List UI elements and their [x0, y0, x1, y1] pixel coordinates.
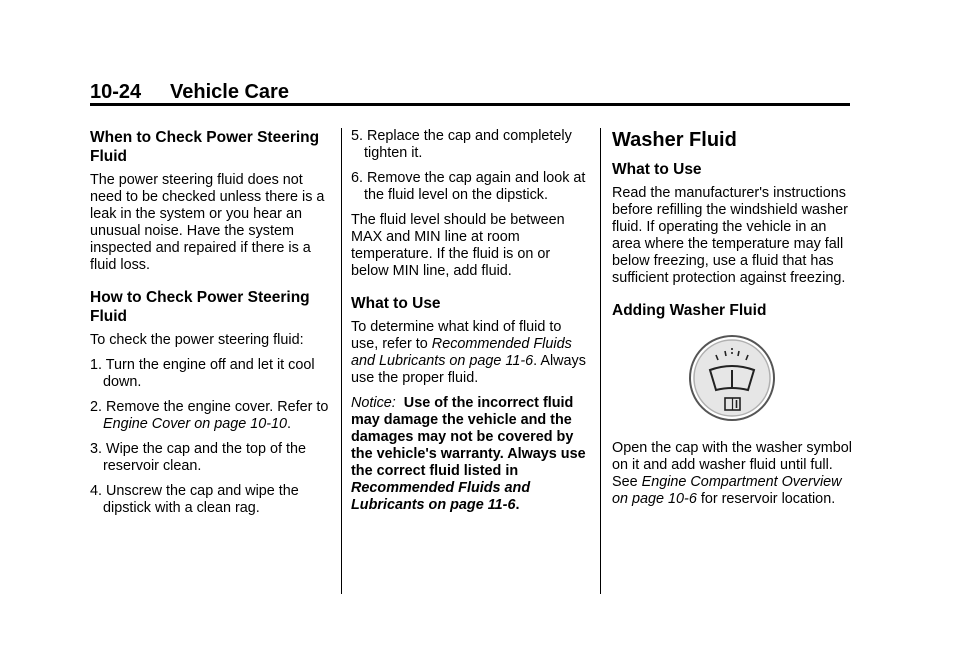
column-divider-2 [600, 128, 601, 594]
step-text: Wipe the cap and the top of the reservoir clean. [103, 441, 307, 474]
text: . Always use the proper fluid. [351, 353, 586, 386]
cross-reference-link[interactable]: Engine Compartment Overview on page 10-6 [612, 474, 842, 507]
heading-what-to-use-washer: What to Use [612, 161, 702, 178]
step-1 [90, 357, 335, 391]
cross-reference-link[interactable]: Recommended Fluids and Lubricants on page 11-6 [351, 480, 531, 513]
step-6 [351, 170, 589, 204]
column-1 [90, 128, 335, 525]
heading-how-to-check: How to Check Power Steering Fluid [90, 289, 310, 325]
section-title: Vehicle Care [170, 81, 289, 103]
step-number: 6. [351, 170, 364, 186]
step-number: 3. [90, 441, 103, 457]
column-divider-1 [341, 128, 342, 594]
cross-reference-link[interactable]: Recommended Fluids and Lubricants on page 11-6 [351, 336, 572, 369]
heading-adding-washer-fluid: Adding Washer Fluid [612, 302, 767, 319]
washer-fluid-symbol-icon [688, 334, 776, 422]
step-number: 4. [90, 483, 103, 499]
paragraph-fluid-level: The fluid level should be between MAX and MIN line at room temperature. If the fluid is on or below MIN line, add fluid. [351, 212, 565, 279]
cross-reference-link[interactable]: Engine Cover on page 10-10 [103, 416, 288, 432]
step-text: Unscrew the cap and wipe the dipstick with a clean rag. [103, 483, 299, 516]
text: Open the cap with the washer symbol on it and add washer fluid until full. See [612, 440, 852, 490]
step-text: Turn the engine off and let it cool down. [103, 357, 315, 390]
heading-what-to-use: What to Use [351, 295, 441, 312]
notice-text: Use of the incorrect fluid may damage the vehicle and the damages may not be covered by the vehicle's warranty. Always use the correct fluid listed in [351, 395, 586, 479]
step-3 [90, 441, 335, 475]
step-number: 2. [90, 399, 103, 415]
paragraph-open-cap [612, 440, 852, 508]
heading-when-to-check: When to Check Power Steering Fluid [90, 129, 320, 165]
column-2 [351, 128, 589, 522]
step-text: Replace the cap and completely tighten it. [364, 128, 572, 161]
step-number: 5. [351, 128, 364, 144]
paragraph-what-to-use [351, 319, 589, 387]
step-5 [351, 128, 589, 162]
step-number: 1. [90, 357, 103, 373]
text: To determine what kind of fluid to use, refer to [351, 319, 562, 352]
washer-icon-wrap [612, 334, 852, 430]
column-3 [612, 128, 852, 516]
notice-label: Notice: [351, 395, 396, 411]
text: for reservoir location. [696, 491, 836, 507]
paragraph-when-to-check: The power steering fluid does not need to be checked unless there is a leak in the system or you hear an unusual noise. Have the system inspected and repaired if there is a fluid loss. [90, 172, 325, 273]
step-text: Remove the engine cover. Refer to [106, 399, 329, 415]
step-text-tail: . [287, 416, 292, 432]
header-rule [90, 103, 850, 106]
page-number: 10-24 [90, 81, 142, 103]
heading-washer-fluid: Washer Fluid [612, 129, 737, 151]
notice [351, 395, 589, 514]
step-4 [90, 483, 335, 517]
step-text: Remove the cap again and look at the fluid level on the dipstick. [364, 170, 586, 203]
paragraph-what-to-use-washer: Read the manufacturer's instructions before refilling the windshield washer fluid. If operating the vehicle in an area where the temperature may fall below freezing, use a fluid that has sufficient protection against freezing. [612, 185, 848, 286]
paragraph-how-to-check: To check the power steering fluid: [90, 332, 304, 348]
notice-tail: . [515, 497, 520, 513]
step-2 [90, 399, 335, 433]
